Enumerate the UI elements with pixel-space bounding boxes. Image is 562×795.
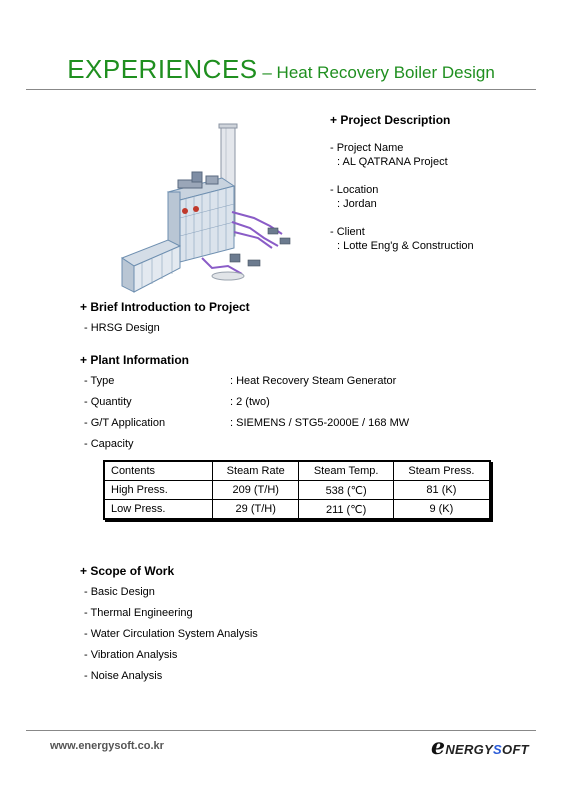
- table-header-row: [104, 461, 490, 481]
- type-label: - Type: [84, 375, 115, 387]
- capacity-table: [103, 460, 491, 520]
- brief-introduction: [80, 300, 250, 335]
- table-row: [104, 500, 490, 520]
- project-description-heading: + Project Description: [330, 113, 451, 127]
- project-client: [330, 225, 474, 253]
- list-item: - Basic Design: [84, 586, 155, 598]
- list-item: - Noise Analysis: [84, 670, 163, 682]
- energysoft-logo: eNERGYSOFT: [431, 734, 529, 760]
- project-name-value: : AL QATRANA Project: [337, 156, 448, 168]
- location-label: - Location: [330, 184, 379, 196]
- list-item: - Thermal Engineering: [84, 607, 193, 619]
- table-cell: 209 (T/H): [213, 481, 299, 500]
- table-cell: High Press.: [104, 481, 213, 500]
- project-name: [330, 141, 474, 169]
- hrsg-plant-illustration: [82, 108, 320, 294]
- table-cell: 9 (K): [393, 500, 490, 520]
- type-value: : Heat Recovery Steam Generator: [230, 375, 397, 387]
- location-value: : Jordan: [337, 198, 377, 210]
- list-item: - HRSG Design: [84, 322, 160, 334]
- plant-info-capacity: [80, 438, 409, 451]
- quantity-value: : 2 (two): [230, 396, 270, 408]
- project-location: [330, 183, 474, 211]
- project-name-label: - Project Name: [330, 142, 404, 154]
- scope-of-work-heading: + Scope of Work: [80, 564, 175, 578]
- list-item: - Vibration Analysis: [84, 649, 178, 661]
- page-title: [0, 54, 562, 85]
- plant-information-heading: + Plant Information: [80, 353, 190, 367]
- plant-info-gt-application: [80, 417, 409, 430]
- gt-application-value: : SIEMENS / STG5-2000E / 168 MW: [230, 417, 410, 429]
- title-main: EXPERIENCES: [67, 54, 258, 84]
- plant-information: [80, 353, 409, 451]
- gt-application-label: - G/T Application: [84, 417, 166, 429]
- website-url: www.energysoft.co.kr: [50, 740, 164, 752]
- plant-info-type: [80, 375, 409, 388]
- table-cell: 538 (℃): [299, 481, 393, 500]
- table-header-cell: Contents: [104, 461, 213, 481]
- table-cell: 211 (℃): [299, 500, 393, 520]
- client-value: : Lotte Eng'g & Construction: [337, 240, 474, 252]
- project-description: [330, 113, 474, 253]
- table-row: [104, 481, 490, 500]
- list-item: - Water Circulation System Analysis: [84, 628, 258, 640]
- table-cell: 29 (T/H): [213, 500, 299, 520]
- title-subtitle: – Heat Recovery Boiler Design: [257, 63, 495, 82]
- plant-info-quantity: [80, 396, 409, 409]
- quantity-label: - Quantity: [84, 396, 132, 408]
- header-divider: [26, 89, 536, 90]
- table-cell: Low Press.: [104, 500, 213, 520]
- client-label: - Client: [330, 226, 365, 238]
- footer-divider: [26, 730, 536, 731]
- table-header-cell: Steam Rate: [213, 461, 299, 481]
- table-header-cell: Steam Temp.: [299, 461, 393, 481]
- scope-of-work: [80, 564, 258, 683]
- brief-introduction-heading: + Brief Introduction to Project: [80, 300, 250, 314]
- table-cell: 81 (K): [393, 481, 490, 500]
- capacity-label: - Capacity: [84, 438, 134, 450]
- table-header-cell: Steam Press.: [393, 461, 490, 481]
